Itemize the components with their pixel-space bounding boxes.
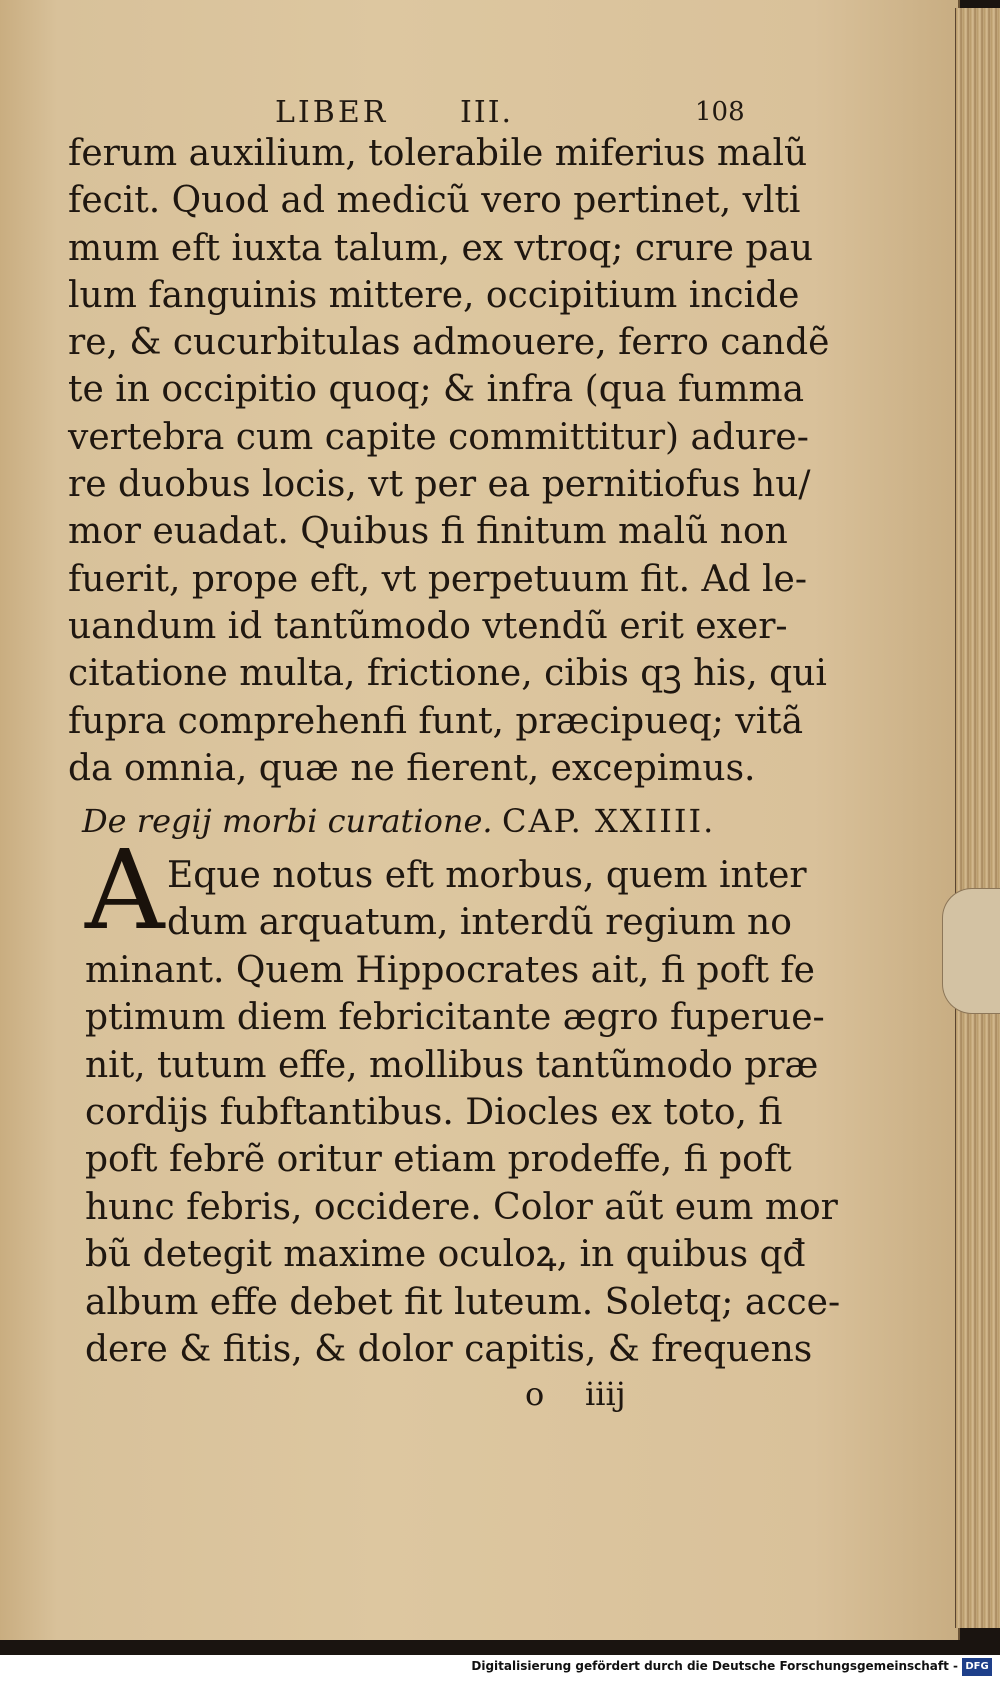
main-text xyxy=(68,130,830,792)
running-header xyxy=(275,95,755,135)
dfg-logo-icon: DFG xyxy=(962,1658,992,1676)
chapter-number: CAP. XXIIII. xyxy=(502,802,716,840)
text-line: mum eft iuxta talum, ex vtroq; crure pau xyxy=(68,227,814,269)
book-number: III. xyxy=(460,95,514,130)
decorated-initial: A xyxy=(85,826,165,954)
text-line: vertebra cum capite committitur) adure- xyxy=(68,416,809,458)
text-line: fupra comprehenfi funt, præcipueq; vitã xyxy=(68,700,804,742)
text-line: te in occipitio quoq; & infra (qua fumma xyxy=(68,369,805,411)
signature-mark xyxy=(525,1375,745,1415)
page-tab xyxy=(942,888,1000,1014)
text-line: cordijs fubftantibus. Diocles ex toto, fi xyxy=(85,1092,783,1134)
chapter-title: De regij morbi curatione. xyxy=(82,802,493,840)
text-line: Eque notus eft morbus, quem inter xyxy=(167,855,807,896)
text-line: ferum auxilium, tolerabile miferius malũ xyxy=(68,133,808,174)
text-line: dere & fitis, & dolor capitis, & frequens xyxy=(85,1329,813,1371)
text-line: mor euadat. Quibus fi finitum malũ non xyxy=(68,511,788,553)
running-title: LIBER xyxy=(275,95,389,130)
text-line: hunc febris, occidere. Color aũt eum mor xyxy=(85,1186,838,1228)
text-line: poft febrẽ oritur etiam prodeffe, fi poft xyxy=(85,1139,792,1181)
text-line: bũ detegit maxime oculoꝝ, in quibus qđ xyxy=(85,1234,806,1276)
text-line: lum fanguinis mittere, occipitium incide xyxy=(68,274,800,316)
text-line: fecit. Quod ad medicũ vero pertinet, vlti xyxy=(68,180,801,222)
funding-credit: Digitalisierung gefördert durch die Deutsche Forschungsgemeinschaft - xyxy=(471,1659,958,1673)
text-line: dum arquatum, interdũ regium no xyxy=(167,902,792,944)
text-line: minant. Quem Hippocrates ait, fi poft fe xyxy=(85,949,815,991)
footer-bar xyxy=(0,1655,1000,1682)
text-line: citatione multa, frictione, cibis qꝫ his, qui xyxy=(68,653,827,695)
chapter-text xyxy=(85,852,841,1373)
text-line: nit, tutum effe, mollibus tantũmodo præ xyxy=(85,1044,819,1086)
text-line: re duobus locis, vt per ea pernitiofus hu/ xyxy=(68,464,811,506)
text-line: uandum id tantũmodo vtendũ erit exer- xyxy=(68,605,788,647)
chapter-heading xyxy=(82,802,762,848)
signature-leaf: iiij xyxy=(585,1375,626,1413)
signature-letter: o xyxy=(525,1375,545,1413)
text-line: album effe debet fit luteum. Soletq; acce- xyxy=(85,1281,841,1323)
text-line: ptimum diem febricitante ægro fuperue- xyxy=(85,997,825,1039)
text-line: re, & cucurbitulas admouere, ferro candẽ xyxy=(68,322,830,364)
folio-number: 108 xyxy=(695,97,745,127)
text-line: da omnia, quæ ne fierent, excepimus. xyxy=(68,747,756,789)
book-fore-edge xyxy=(955,8,1000,1628)
text-line: fuerit, prope eft, vt perpetuum fit. Ad le- xyxy=(68,558,808,600)
